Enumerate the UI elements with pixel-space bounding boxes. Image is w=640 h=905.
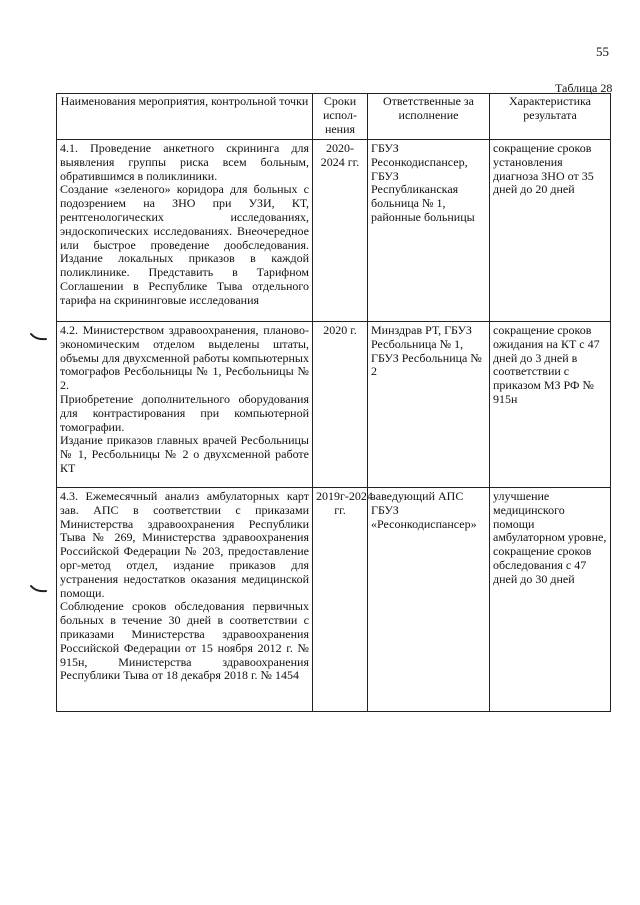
measure-paragraph: Издание приказов главных врачей Ресбольницы № 1, Ресбольницы № 2 о двухсменной работе КТ xyxy=(60,433,309,475)
responsible-cell: ГБУЗ Ресонкодиспансер, ГБУЗ Республиканская больница № 1, районные больницы xyxy=(368,140,490,322)
deadline-cell: 2020-2024 гг. xyxy=(313,140,368,322)
table-caption: Таблица 28 xyxy=(555,81,613,95)
measure-paragraph: Создание «зеленого» коридора для больных с подозрением на ЗНО при УЗИ, КТ, рентгенологических исследованиях, эндоскопических исследованиях. Внеочередное или быстрое проведение дообследования. Издание локальных приказов в каждой поликлинике. Представить в Тарифном Соглашении в Республике Тыва отдельного тарифа на скрининговые исследования xyxy=(60,182,309,307)
deadline-cell: 2020 г. xyxy=(313,322,368,488)
measure-paragraph: 4.2. Министерством здравоохранения, планово-экономическим отделом выделены штаты, объемы для двухсменной работы компьютерных томографов Ресбольницы № 1, Ресбольницы № 2. xyxy=(60,323,309,393)
measure-paragraph: 4.3. Ежемесячный анализ амбулаторных карт зав. АПС в соответствии с приказами Министерства здравоохранения Республики Тыва № 269, Министерства здравоохранения Российской Федерации № 203, предоставление орг-метод отдел, издание приказов для устранения недостатков оказания медицинской помощи. xyxy=(60,489,309,600)
result-cell: сокращение сроков установления диагноза ЗНО от 35 дней до 20 дней xyxy=(490,140,611,322)
deadline-cell: 2019г-2024 гг. xyxy=(313,488,368,712)
measure-cell xyxy=(57,322,313,488)
table-header-row xyxy=(57,94,611,140)
table-row xyxy=(57,322,611,488)
measure-paragraph: Соблюдение сроков обследования первичных больных в течение 30 дней в соответствии с приказами Министерства здравоохранения Российской Федерации от 15 ноября 2012 г. № 915н, Министерства здравоохранения Республики Тыва от 18 декабря 2018 г. № 1454 xyxy=(60,599,309,683)
page-number: 55 xyxy=(596,44,609,59)
table-row xyxy=(57,488,611,712)
responsible-cell: заведующий АПС ГБУЗ «Ресонкодиспансер» xyxy=(368,488,490,712)
measure-paragraph: Приобретение дополнительного оборудования для контрастирования при компьютерной томографии. xyxy=(60,391,309,434)
header-responsible: Ответственные за исполнение xyxy=(368,94,490,140)
header-measure: Наименования мероприятия, контрольной точки xyxy=(57,94,313,140)
result-cell: улучшение медицинского помощи амбулаторном уровне, сокращение сроков обследования с 47 дней до 30 дней xyxy=(490,488,611,712)
measure-paragraph: 4.1. Проведение анкетного скрининга для выявления группы риска всем больным, обратившимся в поликлиники. xyxy=(60,141,309,183)
responsible-cell: Минздрав РТ, ГБУЗ Ресбольница № 1, ГБУЗ Ресбольница № 2 xyxy=(368,322,490,488)
measure-cell xyxy=(57,488,313,712)
result-cell: сокращение сроков ожидания на КТ с 47 дней до 3 дней в соответствии с приказом МЗ РФ № 915н xyxy=(490,322,611,488)
checkmark-icon xyxy=(30,583,48,595)
header-deadline: Сроки испол-нения xyxy=(313,94,368,140)
header-result: Характеристика результата xyxy=(490,94,611,140)
measure-cell xyxy=(57,140,313,322)
checkmark-icon xyxy=(30,331,48,343)
table-row xyxy=(57,140,611,322)
measures-table xyxy=(56,93,611,712)
